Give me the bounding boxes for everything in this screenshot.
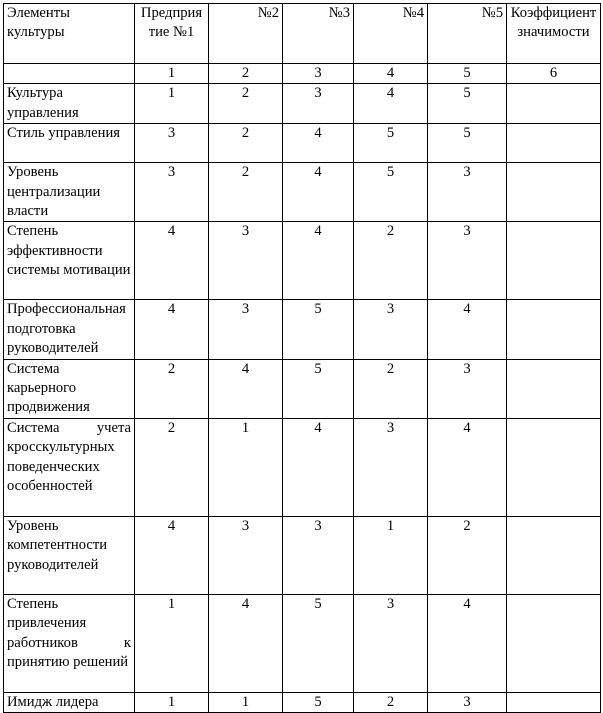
element-name: Уровень централизации власти <box>4 163 135 222</box>
score-cell: 1 <box>354 516 428 594</box>
score-cell: 1 <box>135 594 209 692</box>
number-cell: 6 <box>507 64 601 84</box>
score-cell: 5 <box>283 692 354 712</box>
element-name: Стиль управления <box>4 124 135 163</box>
score-cell: 3 <box>354 418 428 516</box>
score-cell: 5 <box>354 163 428 222</box>
score-cell: 4 <box>209 594 283 692</box>
score-cell: 3 <box>135 163 209 222</box>
score-cell: 5 <box>354 124 428 163</box>
score-cell: 3 <box>354 594 428 692</box>
element-name: Уровень компетентности руководителей <box>4 516 135 594</box>
score-cell: 2 <box>428 516 507 594</box>
score-cell: 3 <box>283 84 354 124</box>
header-row <box>4 4 601 64</box>
score-cell: 5 <box>428 84 507 124</box>
header-significance: Коэффициент значимости <box>507 4 601 64</box>
score-cell: 5 <box>283 300 354 359</box>
table-row <box>4 124 601 163</box>
score-cell: 3 <box>209 222 283 300</box>
element-name: Имидж лидера <box>4 692 135 712</box>
significance-cell <box>507 163 601 222</box>
table-row <box>4 359 601 418</box>
score-cell: 4 <box>283 418 354 516</box>
score-cell: 5 <box>428 124 507 163</box>
score-cell: 3 <box>428 222 507 300</box>
table-row <box>4 163 601 222</box>
number-cell: 4 <box>354 64 428 84</box>
score-cell: 3 <box>209 516 283 594</box>
score-cell: 5 <box>283 594 354 692</box>
score-cell: 4 <box>428 594 507 692</box>
element-name: Степень привлечения работников к принятию решений <box>4 594 135 692</box>
score-cell: 3 <box>209 300 283 359</box>
score-cell: 1 <box>135 692 209 712</box>
significance-cell <box>507 359 601 418</box>
element-name: Культура управления <box>4 84 135 124</box>
score-cell: 1 <box>135 84 209 124</box>
score-cell: 2 <box>135 418 209 516</box>
table-row <box>4 300 601 359</box>
table-row <box>4 594 601 692</box>
score-cell: 4 <box>135 222 209 300</box>
score-cell: 2 <box>354 222 428 300</box>
number-cell <box>4 64 135 84</box>
score-cell: 5 <box>283 359 354 418</box>
score-cell: 4 <box>283 222 354 300</box>
score-cell: 4 <box>428 300 507 359</box>
element-name: Профессиональная подготовка руководителей <box>4 300 135 359</box>
score-cell: 2 <box>135 359 209 418</box>
significance-cell <box>507 84 601 124</box>
score-cell: 3 <box>428 359 507 418</box>
number-cell: 3 <box>283 64 354 84</box>
element-name: Система учета кросскультурных поведенческих особенностей <box>4 418 135 516</box>
score-cell: 2 <box>354 692 428 712</box>
score-cell: 4 <box>135 516 209 594</box>
score-cell: 4 <box>209 359 283 418</box>
significance-cell <box>507 124 601 163</box>
header-enterprise-4: №4 <box>354 4 428 64</box>
score-cell: 2 <box>354 359 428 418</box>
score-cell: 2 <box>209 124 283 163</box>
score-cell: 1 <box>209 692 283 712</box>
table-row <box>4 516 601 594</box>
numbering-row <box>4 64 601 84</box>
table-row <box>4 222 601 300</box>
score-cell: 4 <box>354 84 428 124</box>
score-cell: 1 <box>209 418 283 516</box>
header-enterprise-1: Предприятие №1 <box>135 4 209 64</box>
table-row <box>4 418 601 516</box>
element-name: Степень эффективности системы мотивации <box>4 222 135 300</box>
score-cell: 3 <box>135 124 209 163</box>
culture-elements-table <box>3 3 601 713</box>
header-enterprise-5: №5 <box>428 4 507 64</box>
score-cell: 2 <box>209 84 283 124</box>
number-cell: 2 <box>209 64 283 84</box>
significance-cell <box>507 300 601 359</box>
score-cell: 3 <box>428 163 507 222</box>
score-cell: 4 <box>428 418 507 516</box>
score-cell: 3 <box>283 516 354 594</box>
table-row <box>4 84 601 124</box>
score-cell: 3 <box>354 300 428 359</box>
score-cell: 2 <box>209 163 283 222</box>
significance-cell <box>507 516 601 594</box>
score-cell: 3 <box>428 692 507 712</box>
score-cell: 4 <box>135 300 209 359</box>
score-cell: 4 <box>283 124 354 163</box>
significance-cell <box>507 222 601 300</box>
element-name: Система карьерного продвижения <box>4 359 135 418</box>
number-cell: 5 <box>428 64 507 84</box>
score-cell: 4 <box>283 163 354 222</box>
number-cell: 1 <box>135 64 209 84</box>
header-enterprise-2: №2 <box>209 4 283 64</box>
header-enterprise-3: №3 <box>283 4 354 64</box>
header-elements: Элементы культуры <box>4 4 135 64</box>
significance-cell <box>507 418 601 516</box>
significance-cell <box>507 594 601 692</box>
